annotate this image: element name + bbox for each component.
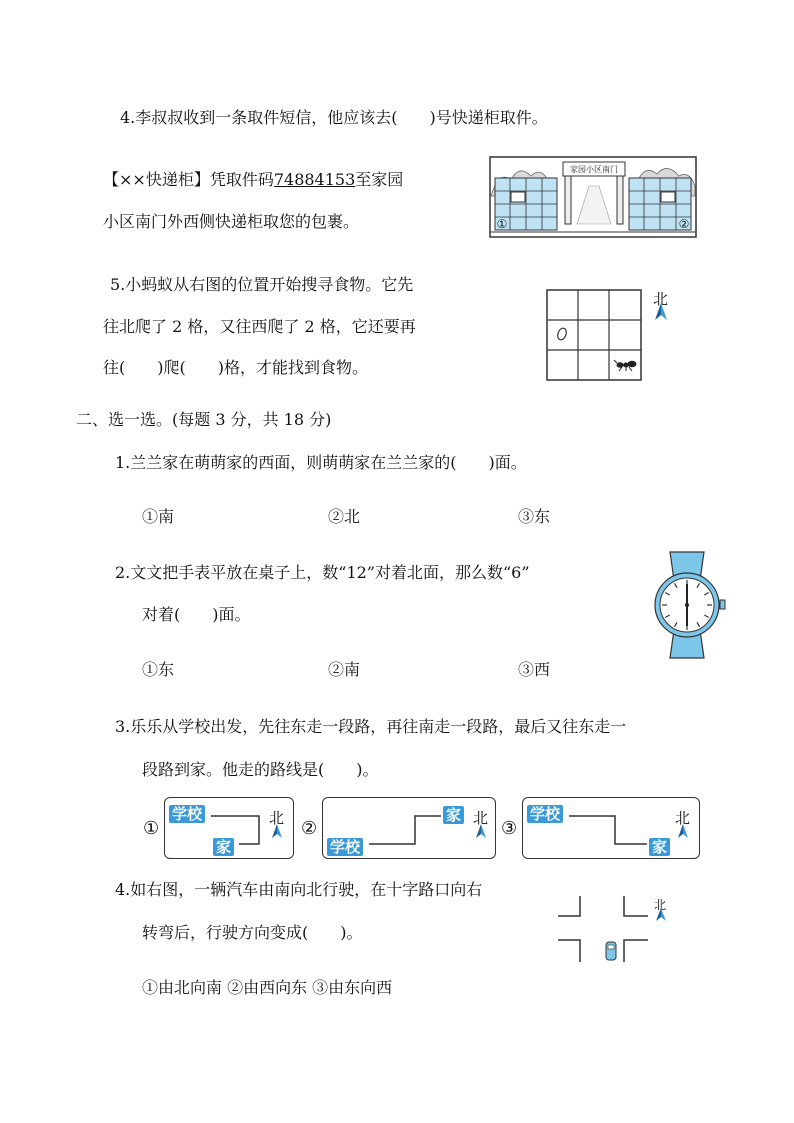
s2-q3-line-2: 段路到家。他走的路线是( )。	[142, 760, 379, 779]
s2-q2-option-1[interactable]: ①东	[142, 660, 175, 679]
s2-q4-north-label: 北	[654, 898, 667, 912]
s2-q2-line-1: 2.文文把手表平放在桌子上，数“12”对着北面，那么数“6”	[115, 563, 530, 582]
q4-question: 4.李叔叔收到一条取件短信，他应该去( )号快递柜取件。	[120, 108, 548, 127]
s2-q2-option-3[interactable]: ③西	[518, 660, 551, 679]
route-2-school: 学校	[327, 838, 363, 856]
s2-q1-option-2[interactable]: ②北	[328, 507, 361, 526]
route-3-home: 家	[649, 838, 670, 856]
s2-q1-option-3[interactable]: ③东	[518, 507, 551, 526]
s2-q2-option-2[interactable]: ②南	[328, 660, 361, 679]
route-option-3[interactable]	[522, 797, 700, 859]
intersection-diagram	[554, 892, 654, 966]
route-3-north: 北	[675, 809, 691, 827]
locker-1-label: ①	[496, 217, 508, 231]
sms-line-1	[103, 172, 403, 188]
sms-prefix: 【××快递柜】凭取件码	[103, 170, 274, 189]
locker-2-label: ②	[678, 217, 690, 231]
north-arrow-icon	[655, 908, 667, 922]
route-1-school: 学校	[169, 805, 205, 823]
route-option-2-label[interactable]: ②	[301, 818, 318, 839]
route-option-1[interactable]	[164, 797, 294, 859]
sms-suffix: 至家园	[355, 170, 404, 189]
q5-north-label: 北	[653, 290, 669, 308]
north-arrow-icon	[677, 824, 689, 839]
ant-grid	[546, 289, 642, 381]
s2-q1-option-1[interactable]: ①南	[142, 507, 175, 526]
route-option-1-label[interactable]: ①	[143, 818, 160, 839]
sms-line-2: 小区南门外西侧快递柜取您的包裹。	[103, 212, 360, 231]
s2-q4-line-2: 转弯后，行驶方向变成( )。	[142, 923, 363, 942]
section2-heading: 二、选一选。(每题 3 分，共 18 分)	[76, 410, 332, 429]
q5-line-3: 往( )爬( )格，才能找到食物。	[103, 358, 368, 377]
s2-q1-question: 1.兰兰家在萌萌家的西面，则萌萌家在兰兰家的( )面。	[115, 453, 527, 472]
q5-line-2: 往北爬了 2 格，又往西爬了 2 格，它还要再	[103, 317, 416, 336]
north-arrow-icon	[475, 824, 487, 839]
route-option-3-label[interactable]: ③	[501, 818, 518, 839]
s2-q4-line-1: 4.如右图，一辆汽车由南向北行驶，在十字路口向右	[115, 880, 483, 899]
north-arrow-icon	[654, 303, 668, 321]
gate-sign: 家园小区南门	[570, 165, 618, 174]
q5-line-1: 5.小蚂蚁从右图的位置开始搜寻食物。它先	[110, 275, 414, 294]
s2-q4-options[interactable]: ①由北向南 ②由西向东 ③由东向西	[142, 978, 393, 997]
route-option-2[interactable]	[322, 797, 496, 859]
route-1-north: 北	[269, 809, 285, 827]
watch-icon	[648, 550, 728, 660]
north-arrow-icon	[271, 824, 283, 839]
route-2-north: 北	[473, 809, 489, 827]
s2-q3-line-1: 3.乐乐从学校出发，先往东走一段路，再往南走一段路，最后又往东走一	[115, 717, 627, 736]
route-3-school: 学校	[527, 805, 563, 823]
route-1-home: 家	[213, 838, 234, 856]
route-2-home: 家	[443, 806, 464, 824]
s2-q2-line-2: 对着( )面。	[142, 605, 251, 624]
pickup-code: 74884153	[273, 170, 356, 189]
car-icon	[606, 942, 616, 960]
locker-illustration	[489, 156, 697, 238]
